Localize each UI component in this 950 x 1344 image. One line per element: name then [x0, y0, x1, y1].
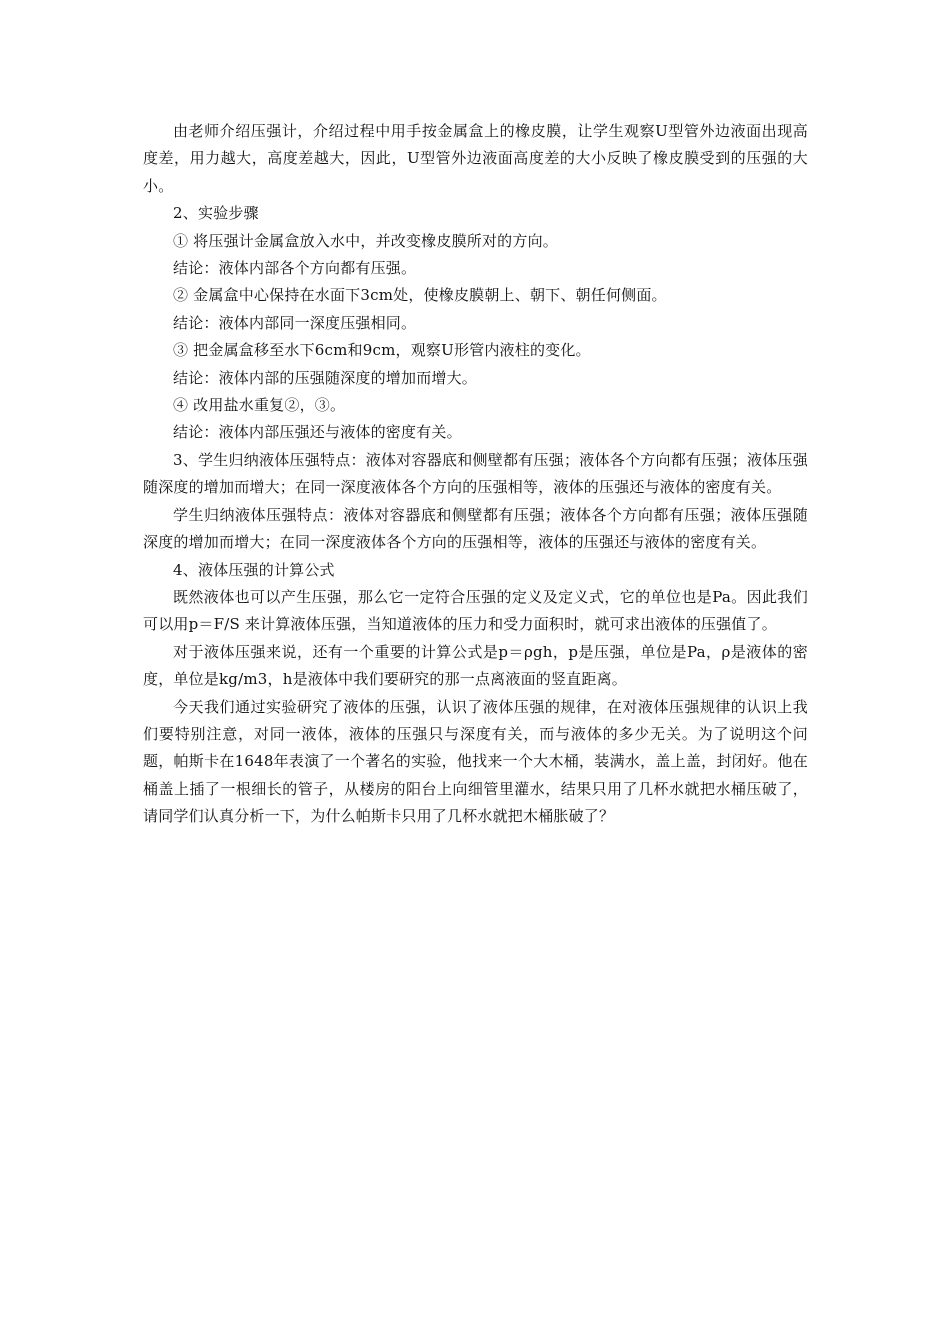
conclusion-1: 结论：液体内部各个方向都有压强。	[173, 259, 417, 278]
step-4: ④ 改用盐水重复②，③。	[173, 396, 346, 415]
heading-experiment-steps: 2、实验步骤	[173, 204, 259, 223]
section-3-summary: 3、学生归纳液体压强特点：液体对容器底和侧壁都有压强；液体各个方向都有压强；液体压强随深度的增加而增大；在同一深度液体各个方向的压强相等，液体的压强还与液体的密度有关。	[143, 450, 808, 497]
conclusion-3: 结论：液体内部的压强随深度的增加而增大。	[173, 368, 478, 387]
formula-paragraph-2: 对于液体压强来说，还有一个重要的计算公式是p＝ρgh，p是压强，单位是Pa，ρ是液体的密度，单位是kg/m3，h是液体中我们要研究的那一点离液面的竖直距离。	[143, 642, 808, 689]
paragraph-intro: 由老师介绍压强计，介绍过程中用手按金属盒上的橡皮膜，让学生观察U型管外边液面出现高度差，用力越大，高度差越大，因此，U型管外边液面高度差的大小反映了橡皮膜受到的压强的大小。	[143, 122, 808, 195]
step-3: ③ 把金属盒移至水下6cm和9cm，观察U形管内液柱的变化。	[173, 341, 591, 360]
heading-formula: 4、液体压强的计算公式	[173, 560, 335, 579]
step-1: ① 将压强计金属盒放入水中，并改变橡皮膜所对的方向。	[173, 231, 558, 250]
conclusion-4: 结论：液体内部压强还与液体的密度有关。	[173, 423, 462, 442]
step-2: ② 金属盒中心保持在水面下3cm处，使橡皮膜朝上、朝下、朝任何侧面。	[173, 286, 667, 305]
student-summary: 学生归纳液体压强特点：液体对容器底和侧壁都有压强；液体各个方向都有压强；液体压强随深度的增加而增大；在同一深度液体各个方向的压强相等，液体的压强还与液体的密度有关。	[143, 505, 808, 552]
conclusion-2: 结论：液体内部同一深度压强相同。	[173, 313, 417, 332]
pascal-experiment-paragraph: 今天我们通过实验研究了液体的压强，认识了液体压强的规律，在对液体压强规律的认识上我们要特别注意，对同一液体，液体的压强只与深度有关，而与液体的多少无关。为了说明这个问题，帕斯卡在1648年表演了一个著名的实验，他找来一个大木桶，装满水，盖上盖，封闭好。他在桶盖上插了一根细长的管子，从楼房的阳台上向细管里灌水，结果只用了几杯水就把水桶压破了，请同学们认真分析一下，为什么帕斯卡只用了几杯水就把木桶胀破了？	[143, 697, 808, 826]
formula-paragraph-1: 既然液体也可以产生压强，那么它一定符合压强的定义及定义式，它的单位也是Pa。因此我们可以用p＝F/S 来计算液体压强，当知道液体的压力和受力面积时，就可求出液体的压强值了。	[143, 587, 808, 634]
document-body	[143, 118, 808, 831]
